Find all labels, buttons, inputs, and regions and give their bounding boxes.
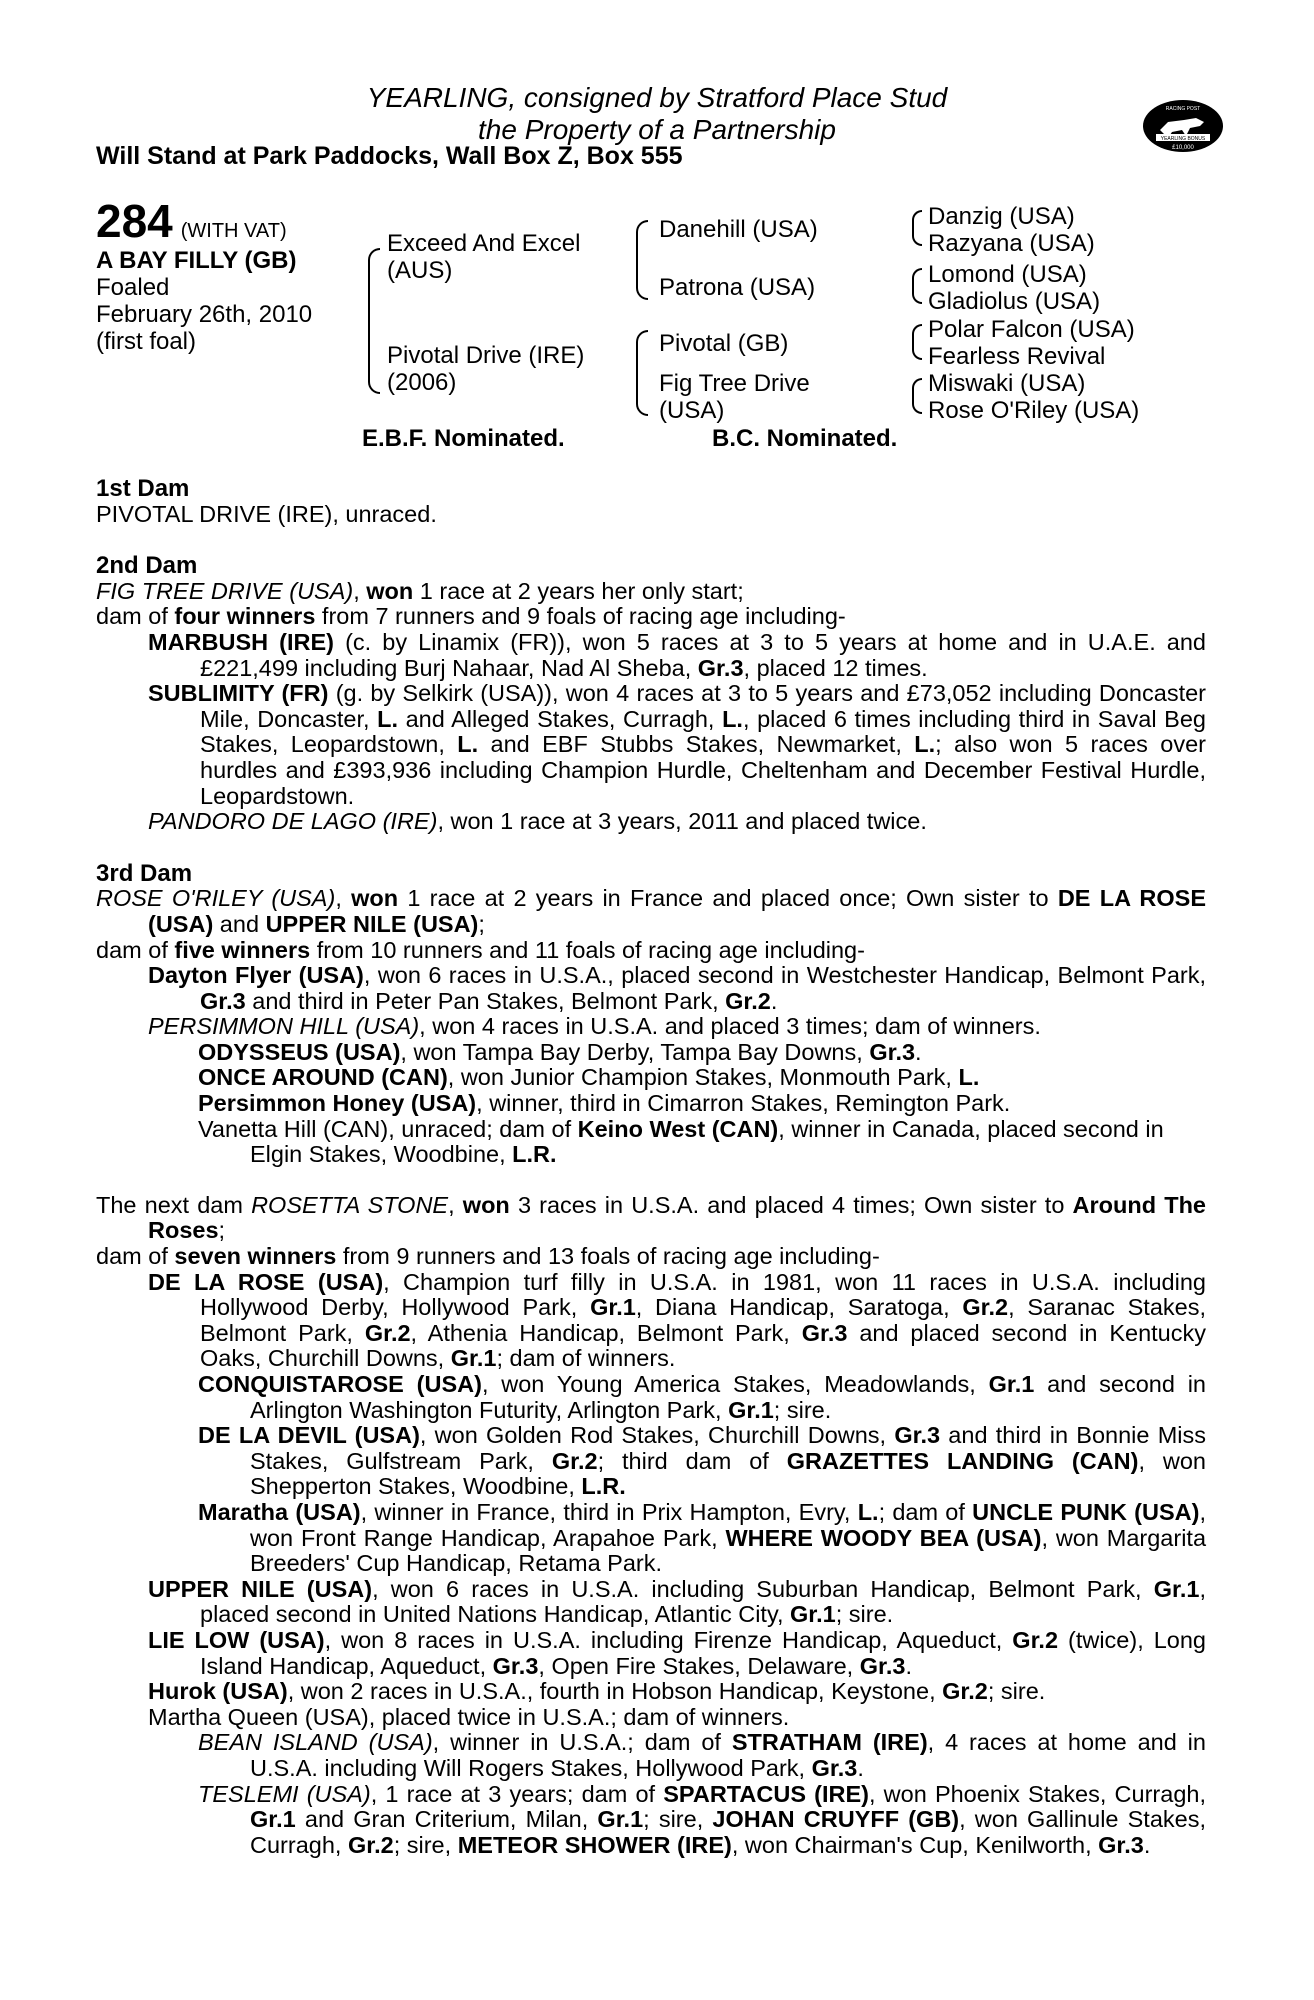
dam-sire: Pivotal (GB)	[659, 330, 789, 357]
dam	[387, 342, 584, 396]
dam3-runner-2: PERSIMMON HILL (USA), won 4 races in U.S.A. and placed 3 times; dam of winners.	[148, 1013, 1041, 1040]
dam3-grandchild-1: ODYSSEUS (USA), won Tampa Bay Derby, Tampa Bay Downs, Gr.3.	[198, 1038, 922, 1065]
dam2-runner-2: SUBLIMITY (FR) (g. by Selkirk (USA)), won 4 races at 3 to 5 years and £73,052 including Doncaster Mile, Doncaster, L. and Alleged Stakes, Curragh, L., placed 6 times including third in Saval Beg Stakes, Leopardstown, L. and EBF Stubbs Stakes, Newmarket, L.; also won 5 races over hurdles and £393,936 including Champion Hurdle, Cheltenham and December Festival Hurdle, Leopardstown.	[148, 680, 1206, 809]
next-dam-runner-3: LIE LOW (USA), won 8 races in U.S.A. including Firenze Handicap, Aqueduct, Gr.2 (twice), Long Island Handicap, Aqueduct, Gr.3, Open Fire Stakes, Delaware, Gr.3.	[148, 1626, 1206, 1679]
dam1-text: PIVOTAL DRIVE (IRE), unraced.	[96, 500, 437, 527]
dam2-intro: FIG TREE DRIVE (USA), won 1 race at 2 years her only start;	[96, 577, 744, 604]
catalogue-body	[96, 476, 1206, 1858]
sire	[387, 230, 580, 284]
next-dam-runner-4: Hurok (USA), won 2 races in U.S.A., fourth in Hobson Handicap, Keystone, Gr.2; sire.	[148, 1678, 1046, 1705]
dam3-heading: 3rd Dam	[96, 859, 193, 887]
pedigree-brace	[912, 210, 922, 246]
next-dam-granddaughter-1: BEAN ISLAND (USA), winner in U.S.A.; dam of STRATHAM (IRE), 4 races at home and in U.S.A. including Will Rogers Stakes, Hollywood Park, Gr.3.	[198, 1729, 1206, 1781]
bc-nominated: B.C. Nominated.	[712, 425, 898, 452]
sire-origin: (AUS)	[387, 257, 453, 284]
sdd: Gladiolus (USA)	[928, 288, 1101, 315]
badge-amount-text: £10,000	[1172, 145, 1194, 151]
lot-info	[96, 195, 313, 355]
sire-sire: Danehill (USA)	[659, 216, 818, 243]
header-line-2: the Property of a Partnership	[478, 114, 836, 145]
next-dam-child-2: DE LA DEVIL (USA), won Golden Rod Stakes, Churchill Downs, Gr.3 and third in Bonnie Miss Stakes, Gulfstream Park, Gr.2; third dam of GRAZETTES LANDING (CAN), won Shepperton Stakes, Woodbine, L.R.	[198, 1422, 1206, 1500]
dam-dam	[659, 370, 810, 424]
next-dam-child-1: CONQUISTAROSE (USA), won Young America Stakes, Meadowlands, Gr.1 and second in Arlington Washington Futurity, Arlington Park, Gr.1; sire.	[198, 1371, 1207, 1423]
dam-dam-origin: (USA)	[659, 397, 725, 424]
pedigree-brace	[912, 268, 922, 304]
ddd: Rose O'Riley (USA)	[928, 397, 1140, 424]
yearling-bonus-badge-icon	[1138, 96, 1228, 156]
dam3-grandchild-2: ONCE AROUND (CAN), won Junior Champion Stakes, Monmouth Park, L.	[198, 1064, 980, 1091]
stand-location: Will Stand at Park Paddocks, Wall Box Z, Box 555	[96, 142, 683, 170]
pedigree-brace	[636, 330, 648, 416]
header-line-1: YEARLING, consigned by Stratford Place Stud	[366, 82, 948, 113]
dds: Miswaki (USA)	[928, 370, 1086, 397]
badge-top-text: RACING POST	[1165, 106, 1201, 112]
dam-name: Pivotal Drive (IRE)	[387, 342, 585, 369]
dam2-heading: 2nd Dam	[96, 552, 198, 580]
pedigree-brace	[368, 248, 380, 394]
dam3-runner-1: Dayton Flyer (USA), won 6 races in U.S.A., placed second in Westchester Handicap, Belmont Park, Gr.3 and third in Peter Pan Stakes, Belmont Park, Gr.2.	[148, 962, 1206, 1014]
lot-number: 284	[96, 195, 173, 247]
sss: Danzig (USA)	[928, 203, 1075, 230]
next-dam-runner-2: UPPER NILE (USA), won 6 races in U.S.A. including Suburban Handicap, Belmont Park, Gr.1, placed second in United Nations Handicap, Atlantic City, Gr.1; sire.	[148, 1575, 1206, 1628]
dam-dam-name: Fig Tree Drive	[659, 370, 810, 397]
dam1-heading: 1st Dam	[96, 475, 190, 502]
pedigree-brace	[912, 324, 922, 360]
next-dam-damof: dam of seven winners from 9 runners and 13 foals of racing age including-	[96, 1243, 880, 1270]
next-dam-child-3: Maratha (USA), winner in France, third in Prix Hampton, Evry, L.; dam of UNCLE PUNK (USA), won Front Range Handicap, Arapahoe Park, WHERE WOODY BEA (USA), won Margarita Breeders' Cup Handicap, Retama Park.	[198, 1498, 1207, 1577]
next-dam-intro: The next dam ROSETTA STONE, won 3 races in U.S.A. and placed 4 times; Own sister to Around The Roses;	[96, 1191, 1206, 1244]
dam3-intro: ROSE O'RILEY (USA), won 1 race at 2 years in France and placed once; Own sister to DE LA ROSE (USA) and UPPER NILE (USA);	[96, 885, 1207, 937]
sds: Lomond (USA)	[928, 261, 1087, 288]
dam2-runner-3: PANDORO DE LAGO (IRE), won 1 race at 3 years, 2011 and placed twice.	[148, 808, 927, 835]
ebf-nominated: E.B.F. Nominated.	[362, 425, 565, 452]
dam3-damof: dam of five winners from 10 runners and 11 foals of racing age including-	[96, 936, 865, 963]
pedigree-brace	[636, 220, 648, 300]
pedigree-brace	[912, 378, 922, 414]
foaled-label: Foaled	[96, 274, 170, 301]
sire-dam: Patrona (USA)	[659, 274, 816, 301]
foaled-date: February 26th, 2010	[96, 301, 313, 328]
dam-year: (2006)	[387, 369, 457, 396]
lot-vat: (WITH VAT)	[180, 220, 287, 242]
lot-note: (first foal)	[96, 328, 197, 355]
dam2-damof: dam of four winners from 7 runners and 9 foals of racing age including-	[96, 603, 846, 630]
dsd: Fearless Revival	[928, 343, 1106, 370]
next-dam-granddaughter-2: TESLEMI (USA), 1 race at 3 years; dam of SPARTACUS (IRE), won Phoenix Stakes, Curragh, Gr.1 and Gran Criterium, Milan, Gr.1; sire, JOHAN CRUYFF (GB), won Gallinule Stakes, Curragh, Gr.2; sire, METEOR SHOWER (IRE), won Chairman's Cup, Kenilworth, Gr.3.	[198, 1780, 1207, 1858]
dam3-grandchild-4: Vanetta Hill (CAN), unraced; dam of Keino West (CAN), winner in Canada, placed second in Elgin Stakes, Woodbine, L.R.	[198, 1115, 1164, 1168]
badge-mid-text: YEARLING BONUS	[1160, 136, 1206, 142]
sire-name: Exceed And Excel	[387, 230, 581, 257]
next-dam-runner-5: Martha Queen (USA), placed twice in U.S.A.; dam of winners.	[148, 1703, 790, 1730]
dam2-runner-1: MARBUSH (IRE) (c. by Linamix (FR)), won 5 races at 3 to 5 years at home and in U.A.E. and £221,499 including Burj Nahaar, Nad Al Sheba, Gr.3, placed 12 times.	[148, 628, 1206, 681]
dam3-grandchild-3: Persimmon Honey (USA), winner, third in Cimarron Stakes, Remington Park.	[198, 1090, 1011, 1117]
next-dam-runner-1: DE LA ROSE (USA), Champion turf filly in U.S.A. in 1981, won 11 races in U.S.A. including Hollywood Derby, Hollywood Park, Gr.1, Diana Handicap, Saratoga, Gr.2, Saranac Stakes, Belmont Park, Gr.2, Athenia Handicap, Belmont Park, Gr.3 and placed second in Kentucky Oaks, Churchill Downs, Gr.1; dam of winners.	[148, 1268, 1206, 1372]
lot-name: A BAY FILLY (GB)	[96, 247, 297, 274]
ssd: Razyana (USA)	[928, 230, 1095, 257]
dss: Polar Falcon (USA)	[928, 316, 1135, 343]
